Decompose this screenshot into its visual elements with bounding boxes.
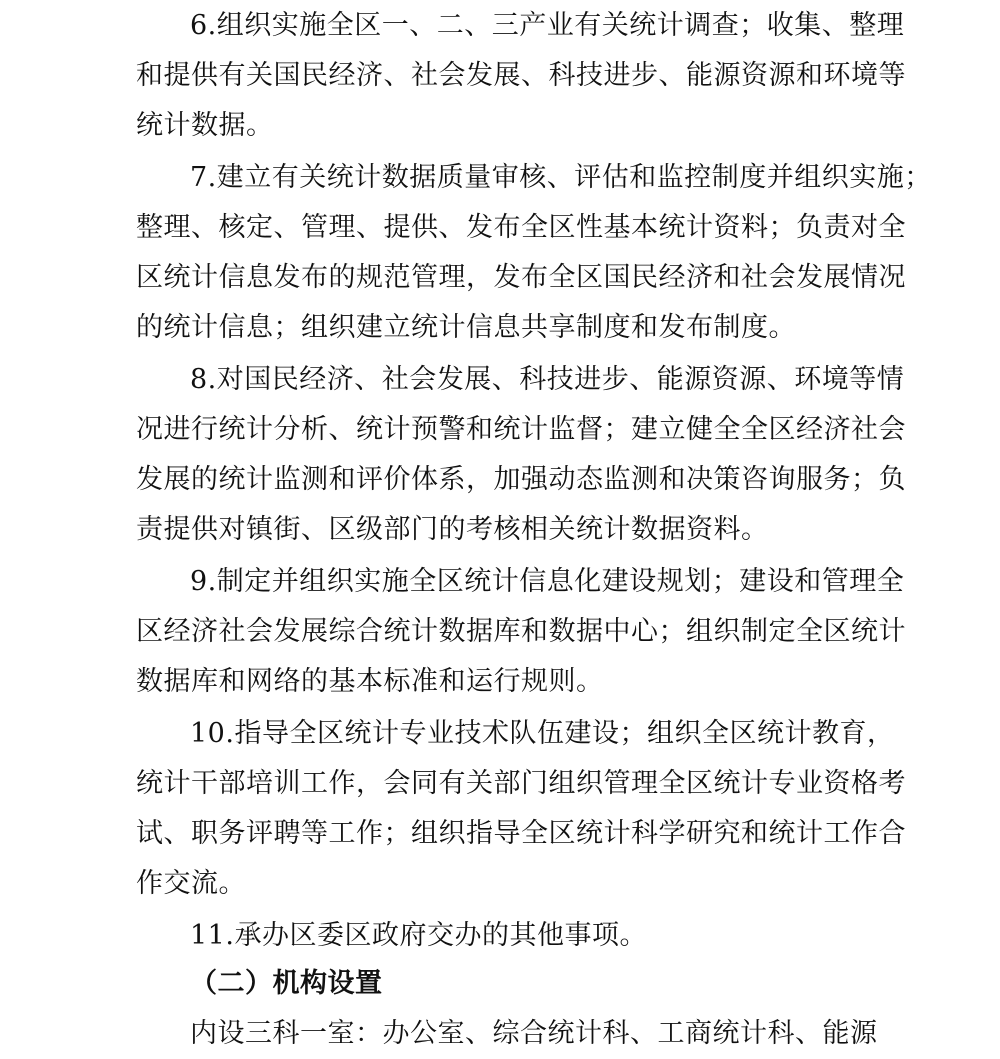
- text-line: 作交流。: [136, 868, 246, 899]
- text-line: 统计数据。: [136, 110, 274, 141]
- text-line: 8.对国民经济、社会发展、科技进步、能源资源、环境等情: [190, 364, 905, 395]
- text-line: 整理、核定、管理、提供、发布全区性基本统计资料；负责对全: [136, 212, 906, 243]
- text-line: 责提供对镇街、区级部门的考核相关统计数据资料。: [136, 514, 769, 545]
- text-line: 6.组织实施全区一、二、三产业有关统计调查；收集、整理: [190, 10, 905, 41]
- text-line: 10.指导全区统计专业技术队伍建设；组织全区统计教育，: [190, 718, 895, 749]
- text-line: 统计干部培训工作，会同有关部门组织管理全区统计专业资格考: [136, 768, 906, 799]
- section-heading: （二）机构设置: [190, 968, 383, 999]
- text-line: 11.承办区委区政府交办的其他事项。: [190, 920, 647, 951]
- text-line: 7.建立有关统计数据质量审核、评估和监控制度并组织实施；: [190, 162, 932, 193]
- text-line: 的统计信息；组织建立统计信息共享制度和发布制度。: [136, 312, 796, 343]
- text-line: 区经济社会发展综合统计数据库和数据中心；组织制定全区统计: [136, 616, 906, 647]
- text-line: 数据库和网络的基本标准和运行规则。: [136, 666, 604, 697]
- text-line: 和提供有关国民经济、社会发展、科技进步、能源资源和环境等: [136, 60, 906, 91]
- text-line: 况进行统计分析、统计预警和统计监督；建立健全全区经济社会: [136, 414, 906, 445]
- text-line: 发展的统计监测和评价体系，加强动态监测和决策咨询服务；负: [136, 464, 906, 495]
- text-line: 试、职务评聘等工作；组织指导全区统计科学研究和统计工作合: [136, 818, 906, 849]
- text-line: 9.制定并组织实施全区统计信息化建设规划；建设和管理全: [190, 566, 905, 597]
- text-line: 内设三科一室：办公室、综合统计科、工商统计科、能源: [190, 1018, 878, 1049]
- text-line: 区统计信息发布的规范管理，发布全区国民经济和社会发展情况: [136, 262, 906, 293]
